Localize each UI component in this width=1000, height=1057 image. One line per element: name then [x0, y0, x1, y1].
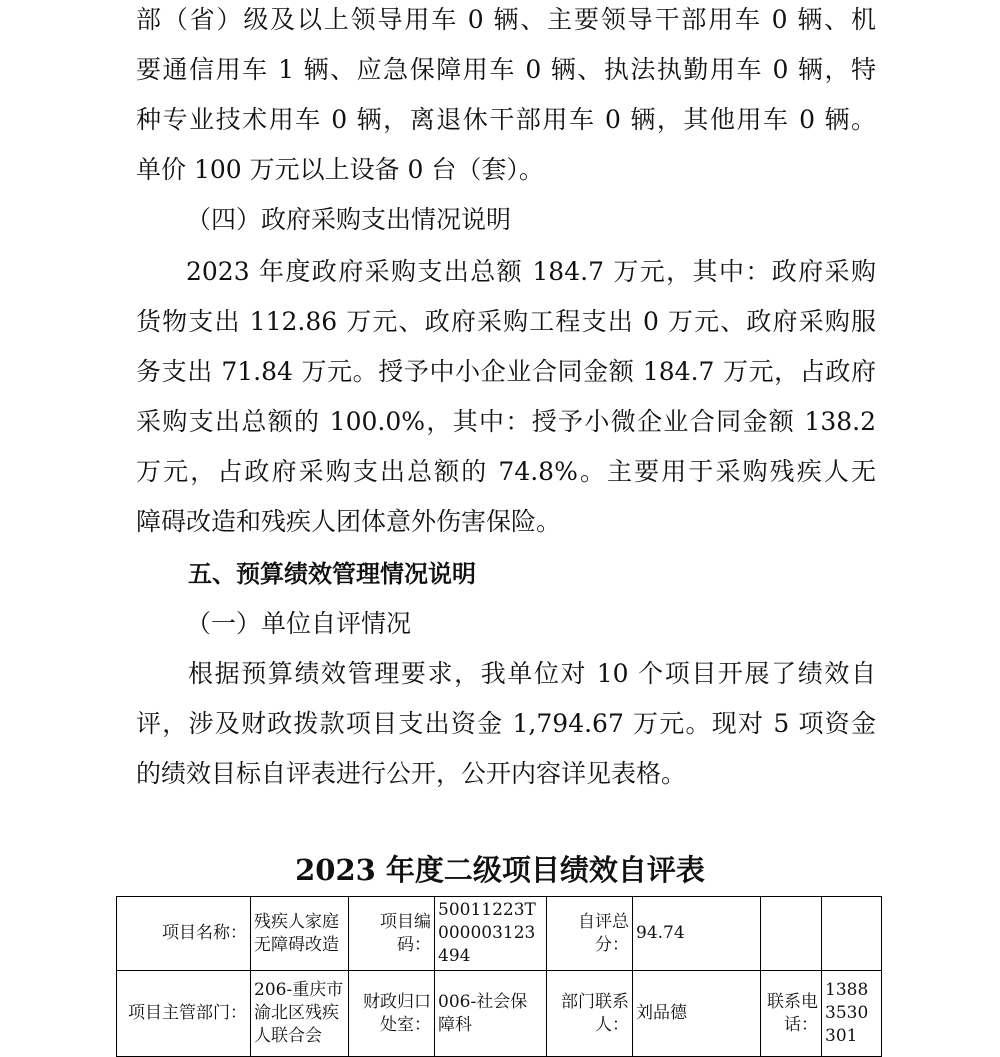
- project-code-label: 项目编码：: [349, 897, 435, 971]
- text-line: 务支出 71.84 万元。授予中小企业合同金额 184.7 万元，占政府: [136, 357, 876, 386]
- self-score-value: 94.74: [633, 897, 761, 971]
- text-line: 2023 年度政府采购支出总额 184.7 万元，其中：政府采购: [186, 257, 876, 286]
- dept-value: 206-重庆市渝北区残疾人联合会: [251, 971, 349, 1057]
- self-score-label: 自评总分：: [547, 897, 633, 971]
- text-line: 采购支出总额的 100.0%，其中：授予小微企业合同金额 138.2: [136, 407, 876, 436]
- empty-cell: [822, 897, 882, 971]
- contact-value: 刘品德: [633, 971, 761, 1057]
- project-name-value: 残疾人家庭无障碍改造: [251, 897, 349, 971]
- text-line: 评，涉及财政拨款项目支出资金 1,794.67 万元。现对 5 项资金: [136, 709, 876, 738]
- project-code-value: 50011223T000003123494: [435, 897, 547, 971]
- text-line: 要通信用车 1 辆、应急保障用车 0 辆、执法执勤用车 0 辆，特: [136, 55, 876, 84]
- text-line: 的绩效目标自评表进行公开，公开内容详见表格。: [136, 759, 687, 788]
- contact-label: 部门联系人：: [547, 971, 633, 1057]
- text-line: （四）政府采购支出情况说明: [186, 205, 512, 234]
- text-line: 五、预算绩效管理情况说明: [188, 560, 476, 588]
- text-line: 单价 100 万元以上设备 0 台（套）。: [136, 155, 544, 184]
- finance-dept-value: 006-社会保障科: [435, 971, 547, 1057]
- dept-label: 项目主管部门：: [117, 971, 251, 1057]
- text-line: 种专业技术用车 0 辆，离退休干部用车 0 辆，其他用车 0 辆。: [136, 105, 876, 134]
- table-row: [117, 897, 882, 971]
- text-line: 障碍改造和残疾人团体意外伤害保险。: [136, 507, 562, 536]
- phone-label: 联系电话：: [761, 971, 822, 1057]
- table-title: 2023 年度二级项目绩效自评表: [295, 853, 705, 887]
- empty-cell: [761, 897, 822, 971]
- text-line: （一）单位自评情况: [186, 609, 412, 638]
- text-line: 根据预算绩效管理要求，我单位对 10 个项目开展了绩效自: [188, 659, 876, 688]
- table-row: [117, 971, 882, 1057]
- project-name-label: 项目名称：: [117, 897, 251, 971]
- text-line: 万元，占政府采购支出总额的 74.8%。主要用于采购残疾人无: [136, 457, 876, 486]
- text-line: 货物支出 112.86 万元、政府采购工程支出 0 万元、政府采购服: [136, 307, 876, 336]
- self-evaluation-table: [116, 896, 882, 1057]
- phone-value: 13883530301: [822, 971, 882, 1057]
- finance-dept-label: 财政归口处室：: [349, 971, 435, 1057]
- text-line: 部（省）级及以上领导用车 0 辆、主要领导干部用车 0 辆、机: [136, 5, 876, 34]
